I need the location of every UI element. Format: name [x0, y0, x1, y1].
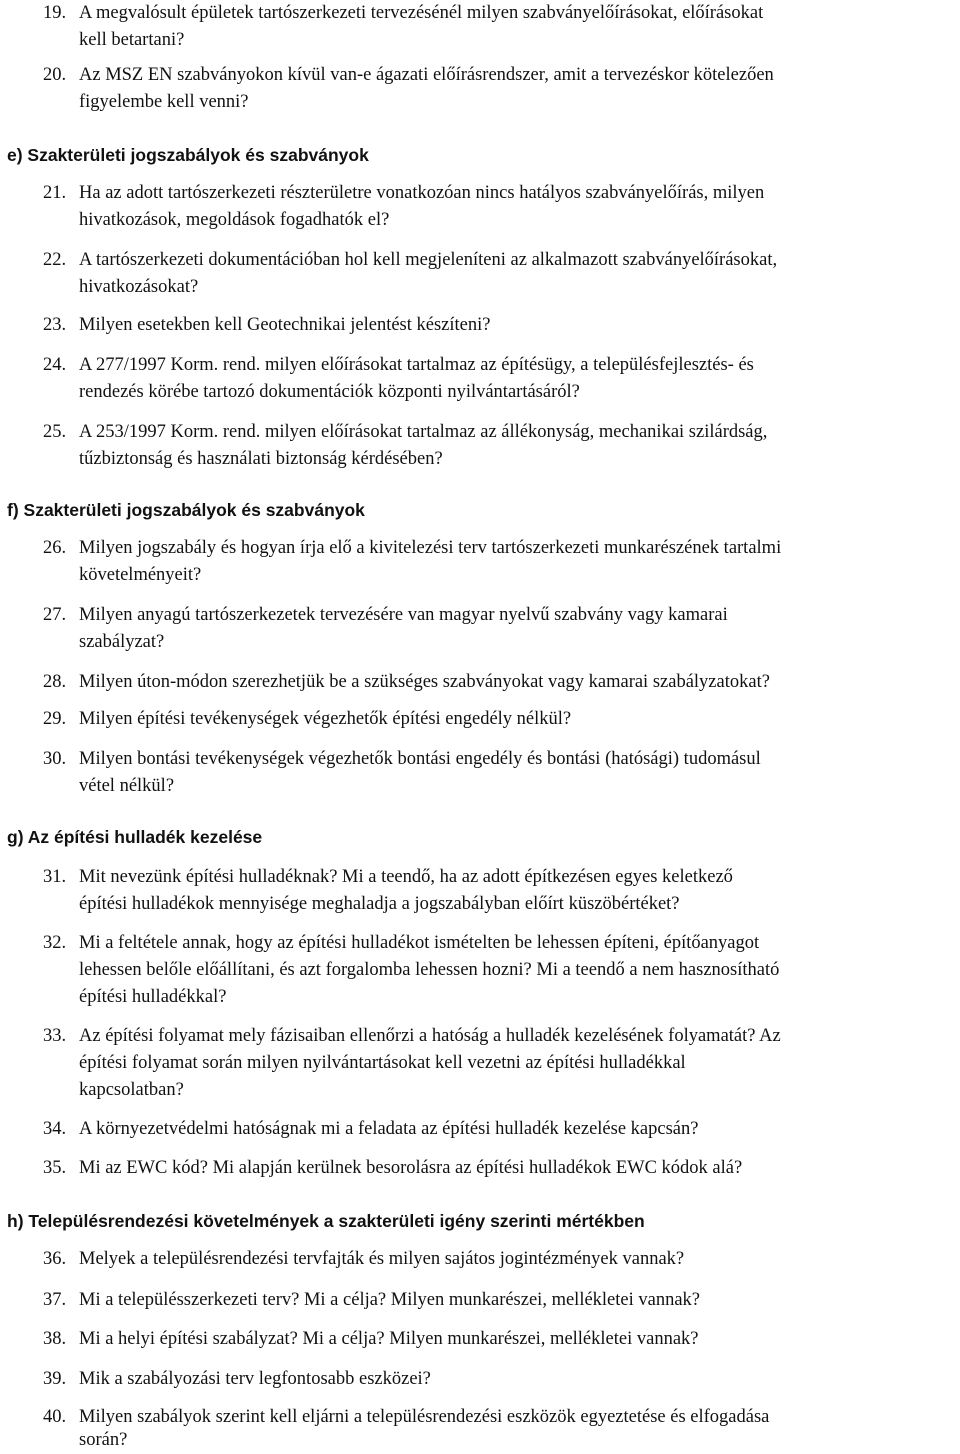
- question-number: 32.: [43, 933, 67, 953]
- question-number: 36.: [43, 1249, 67, 1269]
- question-text: Milyen szabályok szerint kell eljárni a településrendezési eszközök egyeztetése és elfogadása: [79, 1407, 770, 1427]
- question-text: Melyek a településrendezési tervfajták és milyen sajátos jogintézmények vannak?: [79, 1249, 685, 1269]
- question-text: A tartószerkezeti dokumentációban hol kell megjeleníteni az alkalmazott szabványelőírásokat,: [79, 250, 778, 270]
- question-number: 26.: [43, 538, 67, 558]
- question-text: Mi az EWC kód? Mi alapján kerülnek besorolásra az építési hulladékok EWC kódok alá?: [79, 1158, 743, 1178]
- question-text: A megvalósult épületek tartószerkezeti tervezésénél milyen szabványelőírásokat, előírásokat: [79, 3, 764, 23]
- question-text: Mit nevezünk építési hulladéknak? Mi a teendő, ha az adott építkezésen egyes keletkező: [79, 867, 733, 887]
- question-number: 30.: [43, 749, 67, 769]
- question-text: hivatkozásokat?: [79, 277, 199, 297]
- question-text: hivatkozások, megoldások fogadhatók el?: [79, 210, 390, 230]
- question-number: 39.: [43, 1369, 67, 1389]
- question-text: építési hulladékkal?: [79, 987, 227, 1007]
- question-text: építési hulladékok mennyisége meghaladja a jogszabályban előírt küszöbértéket?: [79, 894, 680, 914]
- question-text: során?: [79, 1430, 128, 1450]
- section-heading-g: g) Az építési hulladék kezelése: [7, 827, 263, 847]
- question-text: kapcsolatban?: [79, 1080, 184, 1100]
- question-number: 37.: [43, 1290, 67, 1310]
- question-number: 24.: [43, 355, 67, 375]
- question-text: lehessen belőle előállítani, és azt forgalomba lehessen hozni? Mi a teendő a nem hasznosítható: [79, 960, 780, 980]
- section-heading-h: h) Településrendezési követelmények a szakterületi igény szerinti mértékben: [7, 1211, 645, 1231]
- section-heading-e: e) Szakterületi jogszabályok és szabványok: [7, 145, 369, 165]
- question-text: A környezetvédelmi hatóságnak mi a feladata az építési hulladék kezelése kapcsán?: [79, 1119, 699, 1139]
- question-text: Az MSZ EN szabványokon kívül van-e ágazati előírásrendszer, amit a tervezéskor kötelezően: [79, 65, 774, 85]
- question-text: Mik a szabályozási terv legfontosabb eszközei?: [79, 1369, 431, 1389]
- question-number: 29.: [43, 709, 67, 729]
- question-number: 27.: [43, 605, 67, 625]
- question-text: szabályzat?: [79, 632, 165, 652]
- question-text: Milyen jogszabály és hogyan írja elő a kivitelezési terv tartószerkezeti munkarészének tartalmi: [79, 538, 782, 558]
- question-text: követelményeit?: [79, 565, 202, 585]
- question-number: 20.: [43, 65, 67, 85]
- question-text: Mi a településszerkezeti terv? Mi a célja? Milyen munkarészei, mellékletei vannak?: [79, 1290, 701, 1310]
- question-text: vétel nélkül?: [79, 776, 175, 796]
- question-text: Az építési folyamat mely fázisaiban ellenőrzi a hatóság a hulladék kezelésének folyamatát? Az: [79, 1026, 781, 1046]
- question-text: Milyen bontási tevékenységek végezhetők bontási engedély és bontási (hatósági) tudomásul: [79, 749, 761, 769]
- section-heading-f: f) Szakterületi jogszabályok és szabványok: [7, 500, 365, 520]
- question-number: 25.: [43, 422, 67, 442]
- question-number: 23.: [43, 315, 67, 335]
- question-text: Milyen építési tevékenységek végezhetők építési engedély nélkül?: [79, 709, 572, 729]
- question-text: Mi a helyi építési szabályzat? Mi a célja? Milyen munkarészei, mellékletei vannak?: [79, 1329, 699, 1349]
- question-number: 22.: [43, 250, 67, 270]
- question-text: A 277/1997 Korm. rend. milyen előírásokat tartalmaz az építésügy, a településfejlesztés- és: [79, 355, 754, 375]
- question-number: 28.: [43, 672, 67, 692]
- question-text: Ha az adott tartószerkezeti részterületre vonatkozóan nincs hatályos szabványelőírás, milyen: [79, 183, 765, 203]
- question-text: figyelembe kell venni?: [79, 92, 249, 112]
- question-text: Mi a feltétele annak, hogy az építési hulladékot ismételten be lehessen építeni, építőanyagot: [79, 933, 760, 953]
- question-text: rendezés körébe tartozó dokumentációk központi nyilvántartásáról?: [79, 382, 580, 402]
- question-number: 31.: [43, 867, 67, 887]
- question-number: 38.: [43, 1329, 67, 1349]
- question-text: Milyen esetekben kell Geotechnikai jelentést készíteni?: [79, 315, 491, 335]
- question-text: Milyen úton-módon szerezhetjük be a szükséges szabványokat vagy kamarai szabályzatokat?: [79, 672, 770, 692]
- question-text: A 253/1997 Korm. rend. milyen előírásokat tartalmaz az állékonyság, mechanikai szilárdság,: [79, 422, 768, 442]
- question-number: 40.: [43, 1407, 67, 1427]
- question-number: 19.: [43, 3, 67, 23]
- question-text: Milyen anyagú tartószerkezetek tervezésére van magyar nyelvű szabvány vagy kamarai: [79, 605, 728, 625]
- question-number: 34.: [43, 1119, 67, 1139]
- question-number: 21.: [43, 183, 67, 203]
- question-text: kell betartani?: [79, 30, 185, 50]
- question-text: tűzbiztonság és használati biztonság kérdésében?: [79, 449, 443, 469]
- question-number: 33.: [43, 1026, 67, 1046]
- question-number: 35.: [43, 1158, 67, 1178]
- question-text: építési folyamat során milyen nyilvántartásokat kell vezetni az építési hulladékkal: [79, 1053, 686, 1073]
